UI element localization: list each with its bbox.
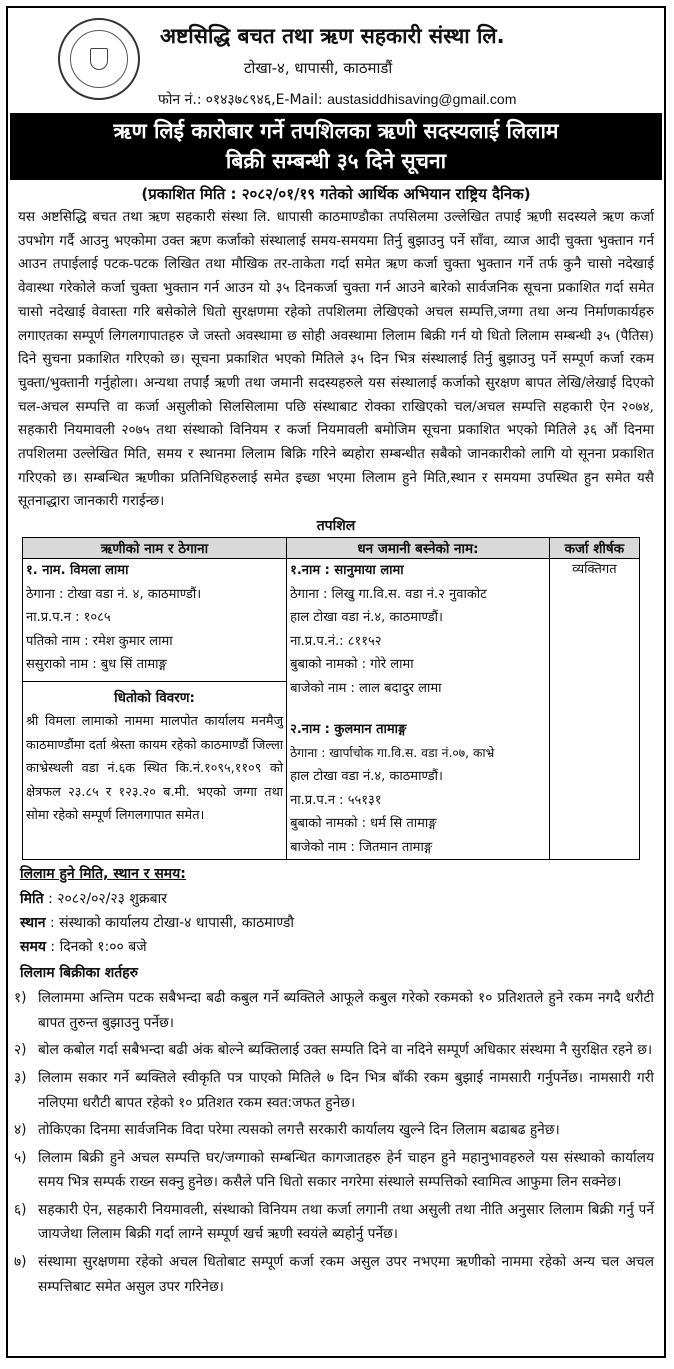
- guarantor-1-grandfather: बाजेको नाम : लाल बदादुर लामा: [290, 680, 442, 696]
- guarantor-2-citizenship: ना.प्र.प.न : ५५१३१: [290, 792, 382, 808]
- term-item: [14, 1198, 654, 1247]
- schedule-title: तपशिल: [316, 518, 356, 535]
- term-number: ४): [14, 1122, 27, 1139]
- collateral-heading: धितोको विवरण:: [114, 690, 195, 707]
- organization-name: अष्टसिद्धि बचत तथा ऋण सहकारी संस्था लि.: [160, 24, 505, 48]
- auction-time-row: [20, 935, 652, 959]
- term-item: [14, 1066, 654, 1115]
- term-text: संस्थामा सुरक्षणमा रहेको अचल धितोबाट सम्पूर्ण कर्जा रकम असुल उपर नभएमा ऋणीको नाममा रहेको अन्य चल अचल सम्पत्तिबाट समेत असुल उपर गरिनेछ।: [38, 1254, 654, 1295]
- guarantor-1-current: हाल टोखा वडा नं.४, काठमाण्डौं।: [290, 610, 443, 626]
- seal-emblem-icon: [90, 48, 108, 70]
- schedule-header-row: [23, 538, 640, 559]
- term-number: ५): [14, 1149, 27, 1166]
- borrower-name: १. नाम. विमला लामा: [26, 563, 129, 579]
- notice-body: यस अष्टसिद्धि बचत तथा ऋण सहकारी संस्था लि. धापासी काठमाण्डौका तपसिलमा उल्लेखित तपाई ऋणी सदस्यले ऋण कर्जा उपभोग गर्दै आउनु भएकोमा उक्त ऋण कर्जाको संस्थालाई समय-समयमा तिर्नु बुझाउनु पर्ने साँवा, व्याज आदी चुक्ता भुक्तान गर्न आउन तपाईलाई पटक-पटक लिखित तथा मौखिक तर-ताकेता गर्दा समेत ऋण कर्जा चुक्ता भुक्तान गर्ने तर्फ कुनै चासो नदेखाई वेवास्था गरेकोले कर्जा चुक्ता भुक्तान गर्न आउन यो ३५ दिनकर्जा चुक्ता गर्न आउने बारेको सार्वजनिक सूचना प्रकाशित गर्दा समेत चासो नदेखाई वेवास्ता गरि बसेकोले धितो सुरक्षणमा रहेको तपशिलमा लेखिएको अचल सम्पत्ति,जग्गा तथा अन्य निर्माणकार्यहरु लगाएतका सम्पूर्ण लिगलगापातहरु जे जस्तो अवस्थामा छ सोही अवस्थामा लिलाम बिक्री गर्न यो धितो लिलाम सम्बन्धी ३५ (पैतिस) दिने सुचना प्रकाशित गरिएको छ। सूचना प्रकाशित भएको मितिले ३५ दिन भित्र संस्थालाई तिर्नु बुझाउनु पर्ने सम्पूर्ण कर्जा रकम चुक्ता/भुक्तानी गर्नुहोला। अन्यथा तपाईं ऋणी तथा जमानी सदस्यहरुले यस संस्थालाई कर्जाको सुरक्षण बापत लेखि/लेखाई दिएको चल-अचल सम्पत्ति वा कर्जा असुलीको सिलसिलामा पछि संस्थाबाट रोक्का राखिएको चल/अचल सम्पत्ति सहकारी ऐन २०७४, सहकारी नियमावली २०७५ तथा संस्थाको विनियम र कर्जा नियमावली बमोजिम सूचना प्रकाशित भएको मितिले ३६ औं दिनमा तपशिलमा उल्लेखित मिति, समय र स्थानमा लिलाम बिक्रि गरिने ब्यहोरा सम्बन्धीत सबैको जानकारीको लागि यो सूनना प्रकाशित गरिएको छ। सम्बन्धित ऋणीका प्रतिनिधिहरुलाई समेत इच्छा भएमा लिलाम हुने मिति,स्थान र समयमा उपस्थित हुन समेत यसै सूतनाद्धारा जानकारी गराईन्छ।: [18, 209, 654, 510]
- term-text: तोकिएका दिनमा सार्वजनिक विदा परेमा त्यसको लगत्तै सरकारी कार्यालय खुल्ने दिन लिलाम बढाबढ हुनेछ।: [38, 1122, 560, 1139]
- borrower-address: ठेगाना : टोखा वडा नं. ४, काठमाण्डौं।: [26, 586, 202, 602]
- borrower-citizenship: ना.प्र.प.न : १०८५: [26, 610, 111, 626]
- borrower-husband: पतिको नाम : रमेश कुमार लामा: [26, 633, 173, 649]
- schedule-table: [22, 537, 640, 860]
- email-label: E-Mail:: [275, 92, 323, 108]
- guarantor-cell: [287, 559, 550, 860]
- contact-line: [158, 90, 516, 109]
- term-number: १): [14, 990, 27, 1007]
- guarantor-spacer: [287, 700, 549, 718]
- term-item: [14, 1038, 654, 1063]
- term-number: ७): [14, 1254, 27, 1271]
- auction-place-row: [20, 911, 652, 935]
- auction-date-row: [20, 887, 652, 911]
- auction-date: : २०८२/०२/२३ शुक्रबार: [48, 891, 167, 908]
- guarantor-1-address: ठेगाना : लिखु गा.वि.स. वडा नं.२ नुवाकोट: [290, 586, 487, 602]
- header-loan-type: कर्जा शीर्षक: [549, 538, 639, 559]
- borrower-father-in-law: ससुराको नाम : बुध सिं तामाङ्ग: [23, 653, 286, 682]
- term-item: [14, 1118, 654, 1143]
- phone-label: फोन नं.:: [158, 92, 202, 108]
- schedule-data-row: [23, 559, 640, 860]
- phone-number: ०१४३७८९४६,: [205, 92, 276, 108]
- guarantor-1-citizenship: ना.प्र.प.नं.: ८११५२: [290, 633, 382, 649]
- notice-page: [6, 6, 666, 1358]
- term-number: २): [14, 1042, 27, 1059]
- title-line-1: ऋण लिई कारोबार गर्ने तपशिलका ऋणी सदस्यलाई लिलाम: [113, 119, 559, 143]
- term-text: सहकारी ऐन, सहकारी नियमावली, संस्थाको विनियम तथा कर्जा लगानी तथा असुली तथा नीति अनुसार लिलाम बिक्री गर्नु पर्ने जायजेथा लिलाम बिक्री गर्दा लाग्ने सम्पूर्ण खर्च ऋणी स्वयंले ब्यहोर्नु पर्नेछ।: [38, 1201, 654, 1243]
- guarantor-2-current: हाल टोखा वडा नं.४, काठमाण्डौं।: [290, 769, 443, 785]
- header-borrower: ऋणीको नाम र ठेगाना: [23, 538, 287, 559]
- borrower-cell: [23, 559, 287, 860]
- title-line-2: बिक्री सम्बन्धी ३५ दिने सूचना: [225, 149, 447, 173]
- guarantor-1-father: बुबाको नामको : गोरे लामा: [290, 657, 414, 673]
- notice-title: [10, 113, 662, 180]
- terms-heading: लिलाम बिक्रीका शर्तहरु: [20, 965, 139, 982]
- term-text: लिलाम बिक्री हुने अचल सम्पत्ति घर/जग्गाको सम्बन्धित कागजातहरु हेर्न चाहन हुने महानुभावहरुले यस संस्थाको कार्यालय समय भित्र सम्पर्क राख्न सक्नु हुनेछ। कसैले पनि धितो सकार नगरेमा संस्थाले सम्पत्तिको स्वामित्व आफुमा लिन सक्नेछ।: [38, 1149, 654, 1191]
- auction-place: : संस्थाको कार्यालय टोखा-४ धापासी, काठमाण्डौ: [49, 915, 294, 932]
- guarantor-2-name: २.नाम : कुलमान तामाङ्ग: [290, 722, 407, 738]
- guarantor-1-name: १.नाम : सानुमाया लामा: [290, 563, 404, 579]
- auction-date-label: मिति: [20, 891, 44, 908]
- auction-time: : दिनको १:०० बजे: [50, 939, 147, 956]
- organization-seal-icon: [58, 18, 140, 100]
- guarantor-2-father: बुबाको नामको : धर्म सि तामाङ्ग: [290, 816, 437, 832]
- auction-place-label: स्थान: [20, 915, 46, 932]
- auction-heading: लिलाम हुने मिति, स्थान र समय:: [20, 866, 186, 883]
- header-guarantor: धन जमानी बस्नेको नाम:: [287, 538, 550, 559]
- terms-list: [8, 986, 664, 1299]
- auction-details: [8, 862, 664, 986]
- term-number: ६): [14, 1201, 27, 1218]
- term-number: ३): [14, 1069, 27, 1086]
- loan-type-cell: व्यक्तिगत: [549, 559, 639, 860]
- publication-date: (प्रकाशित मिति : २०८२/०१/१९ गतेको आर्थिक अभियान राष्ट्रिय दैनिक): [141, 185, 531, 203]
- term-text: लिलाम सकार गर्ने ब्यक्तिले स्वीकृति पत्र पाएको मितिले ७ दिन भित्र बाँकी रकम बुझाई नामसारी गर्नुपर्नेछ। नामसारी गरी नलिएमा धरौटी बापत रहेको १० प्रतिशत रकम स्वत:जफत हुनेछ।: [38, 1069, 654, 1111]
- organization-address: टोखा-४, धापासी, काठमाडौं: [244, 59, 393, 77]
- guarantor-2-address: ठेगाना : खार्पाचोक गा.वि.स. वडा नं.०७, काभ्रे: [290, 745, 495, 760]
- collateral-description: श्री विमला लामाको नाममा मालपोत कार्यालय मनमैजु काठमाण्डौंमा दर्ता श्रेस्ता कायम रहेको काठमाण्डौं जिल्ला काभ्रेस्थली वडा नं.६क स्थित कि.नं.१०९५,११०९ को क्षेत्रफल २३.८५ र १२३.२० ब.मी. भएको जग्गा तथा सोमा रहेको सम्पूर्ण लिगलगापात समेत।: [26, 714, 284, 824]
- term-item: [14, 1146, 654, 1195]
- guarantor-2-grandfather: बाजेको नाम : जितमान तामाङ्ग: [290, 839, 433, 855]
- letterhead: [8, 8, 664, 113]
- term-item: [14, 986, 654, 1035]
- term-item: [14, 1250, 654, 1299]
- auction-time-label: समय: [20, 939, 46, 956]
- email-address: austasiddhisaving@gmail.com: [327, 91, 517, 107]
- term-text: लिलाममा अन्तिम पटक सबैभन्दा बढी कबुल गर्ने ब्यक्तिले आफूले कबुल गरेको रकमको १० प्रतिशतले हुने रकम नगदै धरौटी बापत तुरुन्त बुझाउनु पर्नेछ।: [38, 990, 654, 1031]
- term-text: बोल कबोल गर्दा सबैभन्दा बढी अंक बोल्ने ब्यक्तिलाई उक्त सम्पति दिने वा नदिने सम्पूर्ण अधिकार संस्थमा नै सुरक्षित रहने छ।: [38, 1042, 653, 1059]
